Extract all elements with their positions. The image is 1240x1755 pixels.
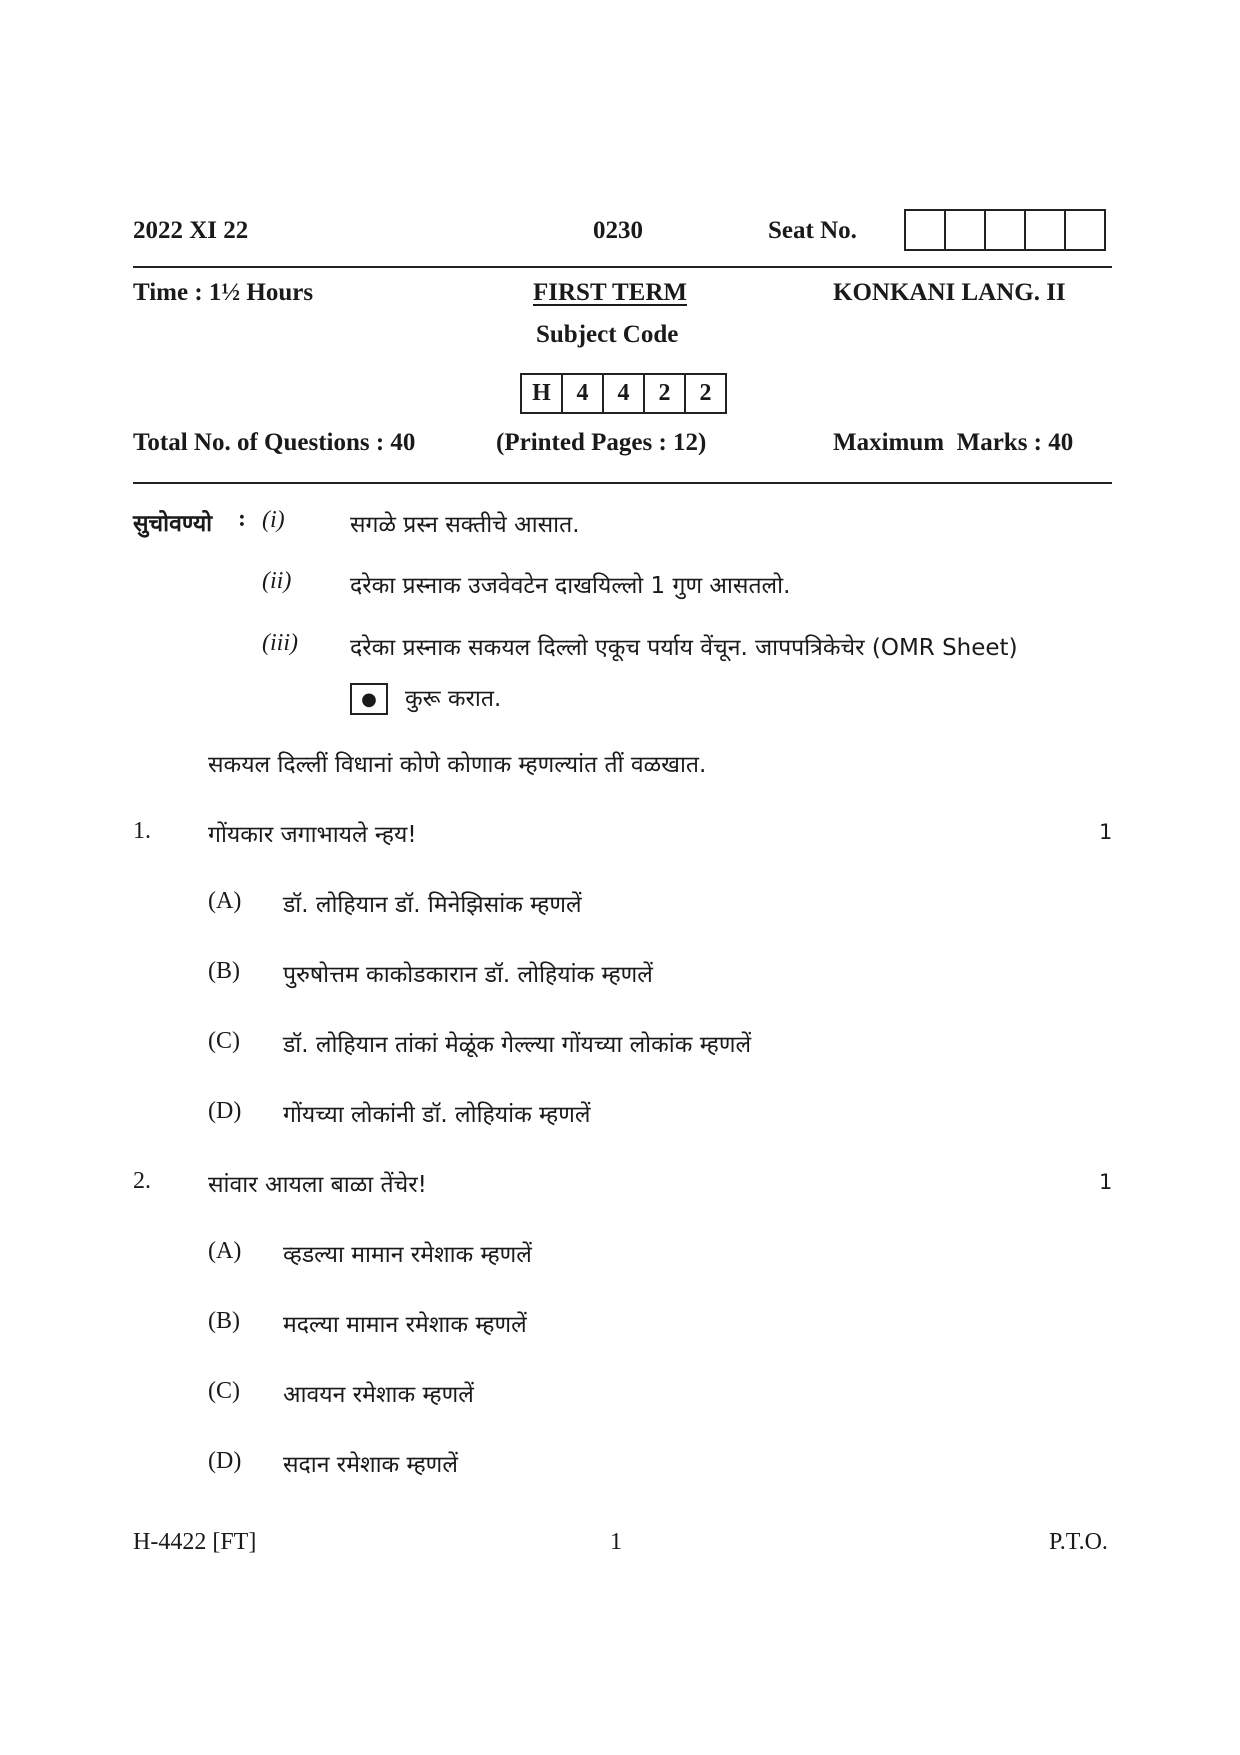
exam-code: 2022 XI 22 xyxy=(133,217,249,244)
question-marks: 1 xyxy=(1099,1170,1113,1194)
subject-code-boxes xyxy=(520,373,727,414)
subject-code-digit: H xyxy=(522,375,563,412)
question-number: 1. xyxy=(133,818,151,844)
option-text: मदल्या मामान रमेशाक म्हणलें xyxy=(283,1312,527,1338)
option-text: सदान रमेशाक म्हणलें xyxy=(283,1452,458,1478)
option-text: व्हडल्या मामान रमेशाक म्हणलें xyxy=(283,1242,532,1268)
option-label: (B) xyxy=(208,958,240,984)
subject-code-digit: 4 xyxy=(604,375,645,412)
max-marks: Maximum Marks : 40 xyxy=(833,429,1074,456)
option-text: डॉ. लोहियान डॉ. मिनेझिसांक म्हणलें xyxy=(283,892,582,918)
instruction-text: सगळे प्रस्न सक्तीचे आसात. xyxy=(350,512,580,538)
seat-box[interactable] xyxy=(1026,211,1066,249)
option-label: (B) xyxy=(208,1308,240,1334)
seat-number-boxes[interactable] xyxy=(904,209,1106,251)
seat-box[interactable] xyxy=(906,211,946,249)
option-label: (A) xyxy=(208,888,242,914)
question-marks: 1 xyxy=(1099,820,1113,844)
question-text: गोंयकार जगाभायले न्हय! xyxy=(208,822,417,848)
subject-code-label: Subject Code xyxy=(536,321,679,348)
option-label: (C) xyxy=(208,1378,240,1404)
subject-code-digit: 2 xyxy=(645,375,686,412)
instruction-text: दरेका प्रस्नाक सकयल दिल्लो एकूच पर्याय वेंचून. जापपत्रिकेचेर (OMR Sheet) xyxy=(350,635,1018,661)
option-text: आवयन रमेशाक म्हणलें xyxy=(283,1382,474,1408)
instruction-number: (ii) xyxy=(262,568,292,594)
option-label: (A) xyxy=(208,1238,242,1264)
instructions-label: सुचोवण्यो xyxy=(133,511,213,537)
seat-box[interactable] xyxy=(1066,211,1104,249)
option-label: (D) xyxy=(208,1448,242,1474)
option-text: गोंयच्या लोकांनी डॉ. लोहियांक म्हणलें xyxy=(283,1102,591,1128)
page-number: 1 xyxy=(610,1529,622,1555)
header-rule-bottom xyxy=(133,482,1112,484)
paper-code: 0230 xyxy=(593,217,643,244)
term-title: FIRST TERM xyxy=(533,279,687,306)
subject-code-digit: 4 xyxy=(563,375,604,412)
question-text: सांवार आयला बाळा तेंचेर! xyxy=(208,1172,427,1198)
footer-code: H-4422 [FT] xyxy=(133,1529,257,1555)
question-number: 2. xyxy=(133,1168,151,1194)
total-questions: Total No. of Questions : 40 xyxy=(133,429,416,456)
header-rule-top xyxy=(133,266,1112,268)
option-text: पुरुषोत्तम काकोडकारान डॉ. लोहियांक म्हणलें xyxy=(283,962,653,988)
seat-box[interactable] xyxy=(986,211,1026,249)
time-allowed: Time : 1½ Hours xyxy=(133,279,314,306)
pto-label: P.T.O. xyxy=(1049,1529,1108,1555)
seat-label: Seat No. xyxy=(768,217,857,244)
instruction-text-continued: कुरू करात. xyxy=(405,686,502,712)
instruction-text: दरेका प्रस्नाक उजवेवटेन दाखयिल्लो 1 गुण आसतलो. xyxy=(350,573,791,599)
option-label: (D) xyxy=(208,1098,242,1124)
option-text: डॉ. लोहियान तांकां मेळूंक गेल्ल्या गोंयच्या लोकांक म्हणलें xyxy=(283,1032,752,1058)
instructions-colon: : xyxy=(238,506,246,532)
subject-name: KONKANI LANG. II xyxy=(833,279,1066,306)
section-heading: सकयल दिल्लीं विधानां कोणे कोणाक म्हणल्यांत तीं वळखात. xyxy=(208,752,707,778)
instruction-number: (i) xyxy=(262,507,285,533)
instruction-number: (iii) xyxy=(262,630,298,656)
subject-code-digit: 2 xyxy=(699,380,712,406)
printed-pages: (Printed Pages : 12) xyxy=(496,429,707,456)
option-label: (C) xyxy=(208,1028,240,1054)
seat-box[interactable] xyxy=(946,211,986,249)
omr-bubble-icon: ● xyxy=(350,683,388,715)
